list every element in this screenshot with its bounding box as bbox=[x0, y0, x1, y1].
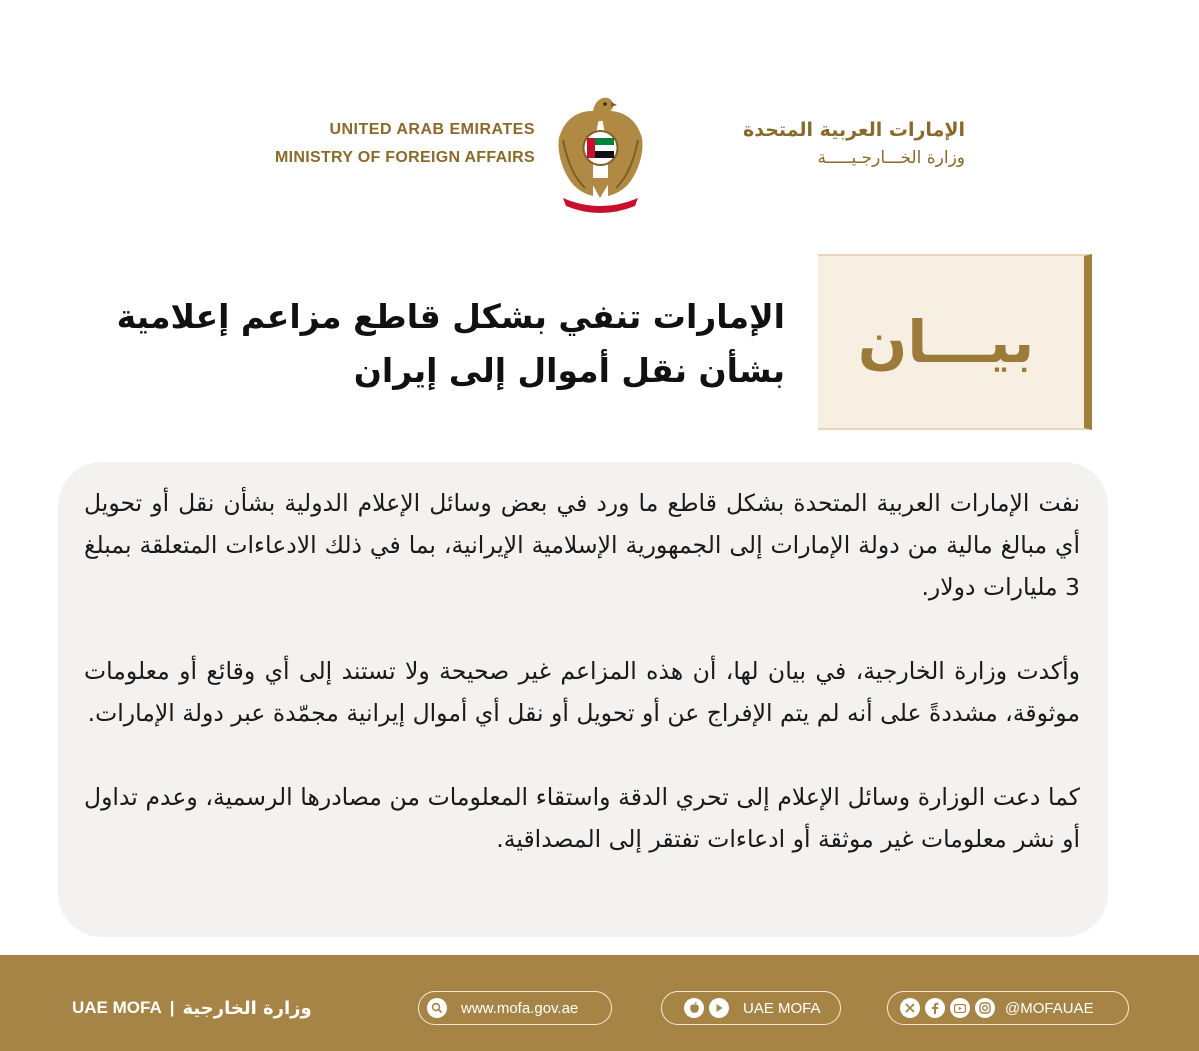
body-paragraph-2: وأكدت وزارة الخارجية، في بيان لها، أن هذه المزاعم غير صحيحة ولا تستند إلى أي وقائع أو معلومات موثوقة، مشددةً على أنه لم يتم الإفراج عن أو تحويل أو نقل أي أموال إيرانية مجمّدة عبر دولة الإمارات. bbox=[84, 657, 1080, 727]
arabic-ministry-title: وزارة الخـــارجـيـــــة bbox=[817, 148, 965, 168]
google-play-icon bbox=[709, 998, 729, 1018]
youtube-icon bbox=[950, 998, 970, 1018]
apple-icon bbox=[684, 998, 704, 1018]
facebook-icon bbox=[925, 998, 945, 1018]
social-links[interactable] bbox=[887, 991, 1129, 1025]
instagram-icon bbox=[975, 998, 995, 1018]
app-label: UAE MOFA bbox=[743, 999, 821, 1017]
brand-arabic: وزارة الخارجية bbox=[182, 997, 312, 1019]
brand-separator: | bbox=[169, 998, 175, 1017]
social-handle: @MOFAUAE bbox=[1005, 999, 1094, 1017]
statement-label: بيـــان bbox=[857, 308, 1035, 376]
footer-brand bbox=[72, 991, 312, 1025]
english-ministry-name bbox=[200, 116, 535, 172]
letterhead bbox=[0, 90, 1199, 220]
title-line-1: الإمارات تنفي بشكل قاطع مزاعم إعلامية bbox=[116, 297, 785, 336]
website-url: www.mofa.gov.ae bbox=[461, 999, 579, 1017]
uae-falcon-emblem-icon bbox=[553, 90, 648, 215]
brand-english: UAE MOFA bbox=[72, 998, 162, 1017]
body-paragraph-1: نفت الإمارات العربية المتحدة بشكل قاطع ما ورد في بعض وسائل الإعلام الدولية بشأن نقل أو تحويل أي مبالغ مالية من دولة الإمارات إلى الجمهورية الإسلامية الإيرانية، بما في ذلك الادعاءات المتعلقة بمبلغ 3 مليارات دولار. bbox=[84, 489, 1080, 601]
english-ministry-title: MINISTRY OF FOREIGN AFFAIRS bbox=[275, 149, 535, 166]
x-twitter-icon bbox=[900, 998, 920, 1018]
app-link[interactable] bbox=[661, 991, 841, 1025]
statement-title bbox=[60, 290, 785, 398]
body-paragraph-3: كما دعت الوزارة وسائل الإعلام إلى تحري الدقة واستقاء المعلومات من مصادرها الرسمية، وعدم تداول أو نشر معلومات غير موثقة أو ادعاءات تفتقر إلى المصداقية. bbox=[84, 783, 1080, 853]
arabic-ministry-name bbox=[665, 116, 965, 172]
statement-body bbox=[84, 482, 1080, 860]
website-link[interactable] bbox=[418, 991, 612, 1025]
search-icon bbox=[427, 998, 447, 1018]
footer-bar bbox=[0, 955, 1199, 1051]
statement-label-box bbox=[818, 254, 1092, 430]
english-country-name: UNITED ARAB EMIRATES bbox=[329, 121, 535, 138]
arabic-country-name: الإمارات العربية المتحدة bbox=[743, 119, 965, 141]
title-line-2: بشأن نقل أموال إلى إيران bbox=[353, 351, 785, 390]
